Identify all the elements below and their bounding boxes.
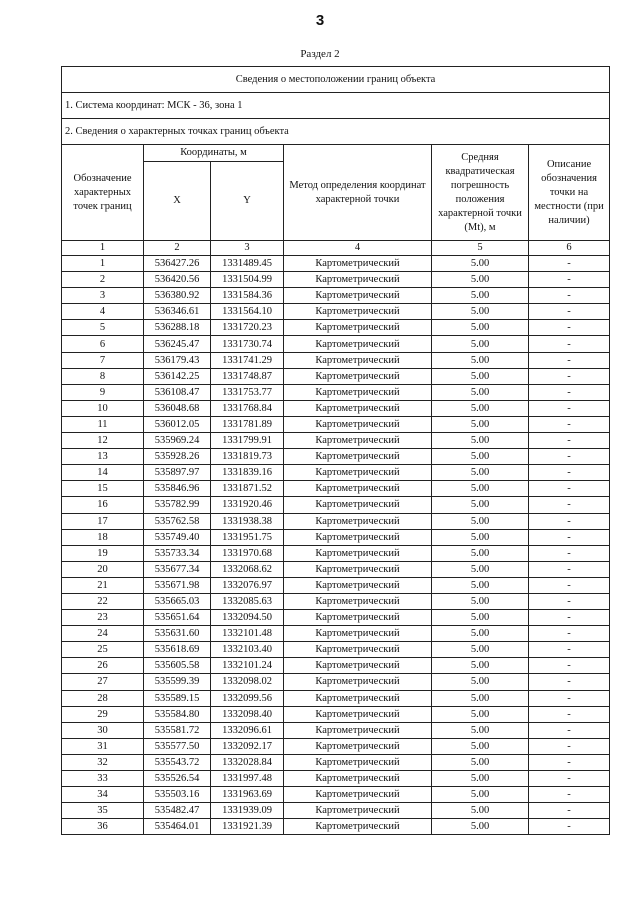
method-cell: Картометрический	[284, 803, 432, 819]
point-number-cell: 29	[62, 706, 144, 722]
point-number-cell: 8	[62, 368, 144, 384]
error-cell: 5.00	[432, 658, 529, 674]
description-cell: -	[529, 433, 610, 449]
error-cell: 5.00	[432, 593, 529, 609]
table-row	[62, 288, 610, 304]
method-cell: Картометрический	[284, 416, 432, 432]
y-coordinate-cell: 1331951.75	[211, 529, 284, 545]
method-cell: Картометрический	[284, 256, 432, 272]
error-cell: 5.00	[432, 690, 529, 706]
method-cell: Картометрический	[284, 577, 432, 593]
error-cell: 5.00	[432, 384, 529, 400]
error-cell: 5.00	[432, 529, 529, 545]
method-cell: Картометрический	[284, 738, 432, 754]
method-cell: Картометрический	[284, 771, 432, 787]
y-coordinate-cell: 1332028.84	[211, 754, 284, 770]
description-cell: -	[529, 497, 610, 513]
method-cell: Картометрический	[284, 561, 432, 577]
point-number-cell: 33	[62, 771, 144, 787]
column-number: 4	[284, 241, 432, 256]
x-coordinate-cell: 536108.47	[144, 384, 211, 400]
y-coordinate-cell: 1331963.69	[211, 787, 284, 803]
point-number-cell: 30	[62, 722, 144, 738]
table-row	[62, 819, 610, 835]
point-number-cell: 32	[62, 754, 144, 770]
x-coordinate-cell: 536427.26	[144, 256, 211, 272]
description-cell: -	[529, 513, 610, 529]
header-point: Обозначение характерных точек границ	[62, 145, 144, 241]
points-caption-row	[62, 119, 610, 145]
description-cell: -	[529, 256, 610, 272]
x-coordinate-cell: 535749.40	[144, 529, 211, 545]
description-cell: -	[529, 449, 610, 465]
method-cell: Картометрический	[284, 545, 432, 561]
x-coordinate-cell: 536346.61	[144, 304, 211, 320]
table-row	[62, 304, 610, 320]
section-label: Раздел 2	[300, 48, 340, 60]
y-coordinate-cell: 1331997.48	[211, 771, 284, 787]
y-coordinate-cell: 1331839.16	[211, 465, 284, 481]
error-cell: 5.00	[432, 256, 529, 272]
y-coordinate-cell: 1332085.63	[211, 593, 284, 609]
y-coordinate-cell: 1331871.52	[211, 481, 284, 497]
table-row	[62, 272, 610, 288]
error-cell: 5.00	[432, 513, 529, 529]
error-cell: 5.00	[432, 304, 529, 320]
y-coordinate-cell: 1332094.50	[211, 610, 284, 626]
coordinate-system-row	[62, 93, 610, 119]
page-number: 3	[315, 12, 325, 29]
x-coordinate-cell: 535762.58	[144, 513, 211, 529]
point-number-cell: 16	[62, 497, 144, 513]
error-cell: 5.00	[432, 416, 529, 432]
description-cell: -	[529, 658, 610, 674]
header-description: Описание обозначения точки на местности (при наличии)	[529, 145, 610, 241]
method-cell: Картометрический	[284, 690, 432, 706]
method-cell: Картометрический	[284, 465, 432, 481]
description-cell: -	[529, 722, 610, 738]
x-coordinate-cell: 535631.60	[144, 626, 211, 642]
description-cell: -	[529, 561, 610, 577]
description-cell: -	[529, 577, 610, 593]
point-number-cell: 35	[62, 803, 144, 819]
method-cell: Картометрический	[284, 658, 432, 674]
x-coordinate-cell: 536420.56	[144, 272, 211, 288]
x-coordinate-cell: 535671.98	[144, 577, 211, 593]
column-number: 2	[144, 241, 211, 256]
table-row	[62, 320, 610, 336]
table-row	[62, 610, 610, 626]
point-number-cell: 19	[62, 545, 144, 561]
table-row	[62, 593, 610, 609]
x-coordinate-cell: 536179.43	[144, 352, 211, 368]
table-row	[62, 706, 610, 722]
point-number-cell: 11	[62, 416, 144, 432]
table-row	[62, 722, 610, 738]
error-cell: 5.00	[432, 577, 529, 593]
point-number-cell: 7	[62, 352, 144, 368]
description-cell: -	[529, 529, 610, 545]
column-number: 5	[432, 241, 529, 256]
y-coordinate-cell: 1331819.73	[211, 449, 284, 465]
table-row	[62, 690, 610, 706]
error-cell: 5.00	[432, 754, 529, 770]
x-coordinate-cell: 535677.34	[144, 561, 211, 577]
method-cell: Картометрический	[284, 288, 432, 304]
x-coordinate-cell: 535589.15	[144, 690, 211, 706]
method-cell: Картометрический	[284, 304, 432, 320]
point-number-cell: 4	[62, 304, 144, 320]
description-cell: -	[529, 368, 610, 384]
y-coordinate-cell: 1331741.29	[211, 352, 284, 368]
y-coordinate-cell: 1331504.99	[211, 272, 284, 288]
table-row	[62, 368, 610, 384]
point-number-cell: 12	[62, 433, 144, 449]
method-cell: Картометрический	[284, 513, 432, 529]
method-cell: Картометрический	[284, 642, 432, 658]
x-coordinate-cell: 536288.18	[144, 320, 211, 336]
error-cell: 5.00	[432, 626, 529, 642]
x-coordinate-cell: 535928.26	[144, 449, 211, 465]
description-cell: -	[529, 545, 610, 561]
method-cell: Картометрический	[284, 706, 432, 722]
table-row	[62, 481, 610, 497]
column-number: 3	[211, 241, 284, 256]
x-coordinate-cell: 535618.69	[144, 642, 211, 658]
header-method: Метод определения координат характерной точки	[284, 145, 432, 241]
point-number-cell: 3	[62, 288, 144, 304]
point-number-cell: 22	[62, 593, 144, 609]
description-cell: -	[529, 771, 610, 787]
description-cell: -	[529, 819, 610, 835]
error-cell: 5.00	[432, 738, 529, 754]
error-cell: 5.00	[432, 674, 529, 690]
point-number-cell: 6	[62, 336, 144, 352]
error-cell: 5.00	[432, 320, 529, 336]
point-number-cell: 21	[62, 577, 144, 593]
method-cell: Картометрический	[284, 384, 432, 400]
x-coordinate-cell: 535599.39	[144, 674, 211, 690]
y-coordinate-cell: 1332098.02	[211, 674, 284, 690]
error-cell: 5.00	[432, 272, 529, 288]
x-coordinate-cell: 535584.80	[144, 706, 211, 722]
x-coordinate-cell: 536245.47	[144, 336, 211, 352]
y-coordinate-cell: 1331489.45	[211, 256, 284, 272]
point-number-cell: 2	[62, 272, 144, 288]
y-coordinate-cell: 1332098.40	[211, 706, 284, 722]
error-cell: 5.00	[432, 610, 529, 626]
error-cell: 5.00	[432, 787, 529, 803]
point-number-cell: 14	[62, 465, 144, 481]
table-row	[62, 449, 610, 465]
table-row	[62, 545, 610, 561]
column-number: 6	[529, 241, 610, 256]
point-number-cell: 9	[62, 384, 144, 400]
error-cell: 5.00	[432, 497, 529, 513]
table-row	[62, 658, 610, 674]
x-coordinate-cell: 536142.25	[144, 368, 211, 384]
description-cell: -	[529, 400, 610, 416]
table-title: Сведения о местоположении границ объекта	[62, 67, 610, 93]
description-cell: -	[529, 384, 610, 400]
y-coordinate-cell: 1331753.77	[211, 384, 284, 400]
x-coordinate-cell: 535969.24	[144, 433, 211, 449]
method-cell: Картометрический	[284, 368, 432, 384]
description-cell: -	[529, 304, 610, 320]
description-cell: -	[529, 336, 610, 352]
error-cell: 5.00	[432, 465, 529, 481]
y-coordinate-cell: 1331970.68	[211, 545, 284, 561]
point-number-cell: 26	[62, 658, 144, 674]
x-coordinate-cell: 535665.03	[144, 593, 211, 609]
table-row	[62, 577, 610, 593]
table-row	[62, 803, 610, 819]
table-row	[62, 400, 610, 416]
point-number-cell: 25	[62, 642, 144, 658]
method-cell: Картометрический	[284, 320, 432, 336]
x-coordinate-cell: 535503.16	[144, 787, 211, 803]
x-coordinate-cell: 535605.58	[144, 658, 211, 674]
y-coordinate-cell: 1331730.74	[211, 336, 284, 352]
header-x: X	[144, 162, 211, 241]
y-coordinate-cell: 1332068.62	[211, 561, 284, 577]
method-cell: Картометрический	[284, 674, 432, 690]
description-cell: -	[529, 593, 610, 609]
point-number-cell: 20	[62, 561, 144, 577]
point-number-cell: 13	[62, 449, 144, 465]
data-rows	[62, 256, 610, 835]
y-coordinate-cell: 1332101.48	[211, 626, 284, 642]
table-row	[62, 754, 610, 770]
description-cell: -	[529, 787, 610, 803]
y-coordinate-cell: 1331584.36	[211, 288, 284, 304]
x-coordinate-cell: 536012.05	[144, 416, 211, 432]
table-row	[62, 738, 610, 754]
table-row	[62, 497, 610, 513]
description-cell: -	[529, 803, 610, 819]
error-cell: 5.00	[432, 819, 529, 835]
x-coordinate-cell: 535464.01	[144, 819, 211, 835]
method-cell: Картометрический	[284, 433, 432, 449]
method-cell: Картометрический	[284, 819, 432, 835]
x-coordinate-cell: 535526.54	[144, 771, 211, 787]
table-row	[62, 352, 610, 368]
error-cell: 5.00	[432, 400, 529, 416]
error-cell: 5.00	[432, 545, 529, 561]
point-number-cell: 24	[62, 626, 144, 642]
y-coordinate-cell: 1331564.10	[211, 304, 284, 320]
x-coordinate-cell: 535482.47	[144, 803, 211, 819]
table-row	[62, 642, 610, 658]
point-number-cell: 36	[62, 819, 144, 835]
table-row	[62, 256, 610, 272]
boundary-points-table	[61, 66, 610, 835]
x-coordinate-cell: 535651.64	[144, 610, 211, 626]
point-number-cell: 31	[62, 738, 144, 754]
error-cell: 5.00	[432, 481, 529, 497]
error-cell: 5.00	[432, 771, 529, 787]
error-cell: 5.00	[432, 336, 529, 352]
y-coordinate-cell: 1331799.91	[211, 433, 284, 449]
method-cell: Картометрический	[284, 593, 432, 609]
points-caption: 2. Сведения о характерных точках границ объекта	[62, 119, 610, 145]
description-cell: -	[529, 626, 610, 642]
error-cell: 5.00	[432, 449, 529, 465]
description-cell: -	[529, 738, 610, 754]
description-cell: -	[529, 610, 610, 626]
description-cell: -	[529, 320, 610, 336]
y-coordinate-cell: 1332101.24	[211, 658, 284, 674]
header-row	[62, 145, 610, 162]
y-coordinate-cell: 1331921.39	[211, 819, 284, 835]
table-row	[62, 465, 610, 481]
y-coordinate-cell: 1331720.23	[211, 320, 284, 336]
point-number-cell: 1	[62, 256, 144, 272]
x-coordinate-cell: 535782.99	[144, 497, 211, 513]
description-cell: -	[529, 674, 610, 690]
table-row	[62, 626, 610, 642]
error-cell: 5.00	[432, 561, 529, 577]
y-coordinate-cell: 1332103.40	[211, 642, 284, 658]
x-coordinate-cell: 536380.92	[144, 288, 211, 304]
header-coordinates: Координаты, м	[144, 145, 284, 162]
table-row	[62, 384, 610, 400]
description-cell: -	[529, 754, 610, 770]
point-number-cell: 15	[62, 481, 144, 497]
y-coordinate-cell: 1331768.84	[211, 400, 284, 416]
point-number-cell: 34	[62, 787, 144, 803]
description-cell: -	[529, 642, 610, 658]
table-row	[62, 416, 610, 432]
point-number-cell: 18	[62, 529, 144, 545]
method-cell: Картометрический	[284, 497, 432, 513]
description-cell: -	[529, 690, 610, 706]
point-number-cell: 28	[62, 690, 144, 706]
description-cell: -	[529, 481, 610, 497]
error-cell: 5.00	[432, 706, 529, 722]
table-title-row	[62, 67, 610, 93]
description-cell: -	[529, 352, 610, 368]
method-cell: Картометрический	[284, 610, 432, 626]
x-coordinate-cell: 535577.50	[144, 738, 211, 754]
table-row	[62, 433, 610, 449]
method-cell: Картометрический	[284, 272, 432, 288]
coordinate-system: 1. Система координат: МСК - 36, зона 1	[62, 93, 610, 119]
x-coordinate-cell: 535543.72	[144, 754, 211, 770]
x-coordinate-cell: 535733.34	[144, 545, 211, 561]
y-coordinate-cell: 1331939.09	[211, 803, 284, 819]
error-cell: 5.00	[432, 288, 529, 304]
error-cell: 5.00	[432, 368, 529, 384]
method-cell: Картометрический	[284, 400, 432, 416]
column-number-row	[62, 241, 610, 256]
description-cell: -	[529, 272, 610, 288]
point-number-cell: 10	[62, 400, 144, 416]
x-coordinate-cell: 535897.97	[144, 465, 211, 481]
y-coordinate-cell: 1332099.56	[211, 690, 284, 706]
y-coordinate-cell: 1332096.61	[211, 722, 284, 738]
error-cell: 5.00	[432, 352, 529, 368]
description-cell: -	[529, 416, 610, 432]
method-cell: Картометрический	[284, 449, 432, 465]
table-row	[62, 771, 610, 787]
method-cell: Картометрический	[284, 626, 432, 642]
y-coordinate-cell: 1331938.38	[211, 513, 284, 529]
description-cell: -	[529, 465, 610, 481]
table-row	[62, 787, 610, 803]
header-y: Y	[211, 162, 284, 241]
method-cell: Картометрический	[284, 529, 432, 545]
method-cell: Картометрический	[284, 352, 432, 368]
header-error: Средняя квадратическая погрешность положения характерной точки (Mt), м	[432, 145, 529, 241]
method-cell: Картометрический	[284, 754, 432, 770]
column-number: 1	[62, 241, 144, 256]
error-cell: 5.00	[432, 642, 529, 658]
y-coordinate-cell: 1331920.46	[211, 497, 284, 513]
point-number-cell: 17	[62, 513, 144, 529]
method-cell: Картометрический	[284, 787, 432, 803]
table-row	[62, 336, 610, 352]
point-number-cell: 5	[62, 320, 144, 336]
table-row	[62, 513, 610, 529]
x-coordinate-cell: 536048.68	[144, 400, 211, 416]
y-coordinate-cell: 1332092.17	[211, 738, 284, 754]
description-cell: -	[529, 288, 610, 304]
description-cell: -	[529, 706, 610, 722]
method-cell: Картометрический	[284, 481, 432, 497]
table-row	[62, 561, 610, 577]
y-coordinate-cell: 1332076.97	[211, 577, 284, 593]
method-cell: Картометрический	[284, 722, 432, 738]
x-coordinate-cell: 535846.96	[144, 481, 211, 497]
table-row	[62, 529, 610, 545]
point-number-cell: 27	[62, 674, 144, 690]
y-coordinate-cell: 1331781.89	[211, 416, 284, 432]
y-coordinate-cell: 1331748.87	[211, 368, 284, 384]
method-cell: Картометрический	[284, 336, 432, 352]
point-number-cell: 23	[62, 610, 144, 626]
table-row	[62, 674, 610, 690]
error-cell: 5.00	[432, 433, 529, 449]
x-coordinate-cell: 535581.72	[144, 722, 211, 738]
error-cell: 5.00	[432, 722, 529, 738]
error-cell: 5.00	[432, 803, 529, 819]
